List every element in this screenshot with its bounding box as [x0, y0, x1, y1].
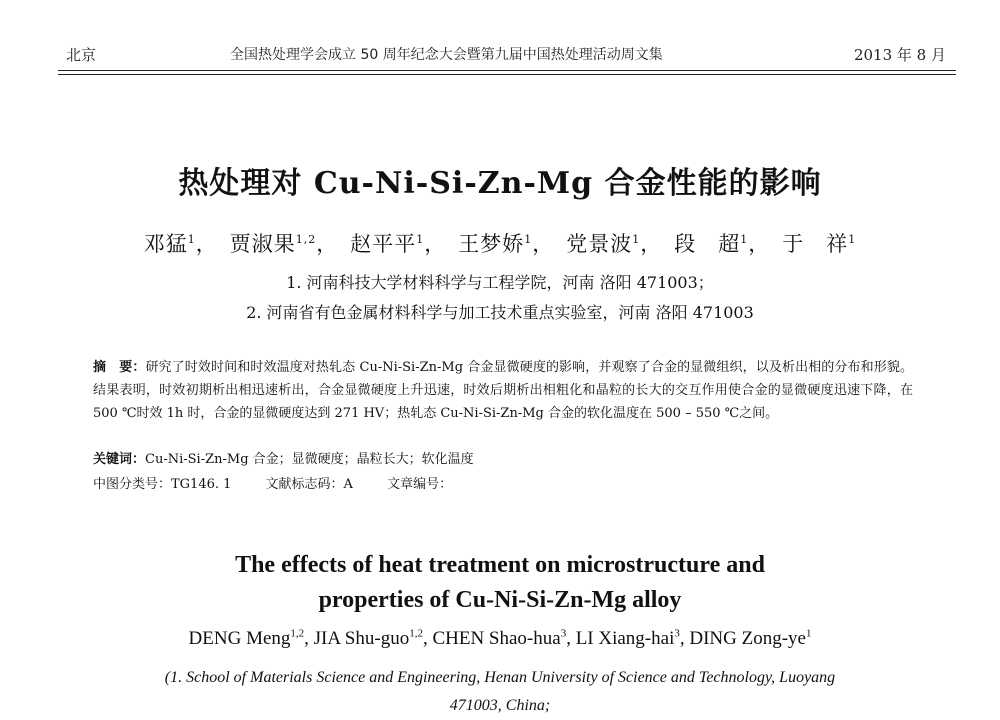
affiliation-cn-1: 1. 河南科技大学材料科学与工程学院，河南 洛阳 471003； [286, 273, 714, 292]
en-author: JIA Shu-guo$^{1,2}$, [313, 628, 433, 650]
article-number: 文章编号： [387, 477, 453, 492]
abstract-label: 摘 要： [93, 360, 146, 375]
cn-author: 贾淑果$^{1,2}$， [229, 232, 339, 256]
keywords-label: 关键词： [93, 452, 146, 467]
en-author-affiliation-mark: 1,2 [409, 628, 423, 640]
en-author-affiliation-mark: 1 [805, 628, 812, 640]
cn-author-affiliation-mark: 1 [416, 233, 425, 246]
paper-title-en-line2: properties of Cu-Ni-Si-Zn-Mg alloy [318, 587, 682, 613]
cn-author-affiliation-mark: 1 [740, 233, 749, 246]
en-author: CHEN Shao-hua$^3$, [432, 628, 576, 650]
cn-author-affiliation-mark: 1 [848, 233, 857, 246]
en-author: LI Xiang-hai$^3$, [575, 628, 690, 650]
clc-number: 中图分类号：TG146. 1 [93, 477, 232, 492]
author-list-cn [0, 228, 1000, 258]
cn-author-name: 贾淑果 [229, 232, 296, 256]
cn-author: 王梦娇$^1$， [458, 232, 555, 256]
abstract-cn [93, 356, 913, 425]
cn-author: 赵平平$^1$， [350, 232, 447, 256]
paper-title-en-line1: The effects of heat treatment on microstructure and [235, 552, 765, 578]
header-proceedings-title: 全国热处理学会成立 50 周年纪念大会暨第九届中国热处理活动周文集 [230, 47, 663, 63]
paper-title-cn: 热处理对 Cu-Ni-Si-Zn-Mg 合金性能的影响 [178, 166, 822, 201]
header-rule-thick [58, 70, 956, 71]
keywords-text: Cu-Ni-Si-Zn-Mg 合金；显微硬度；晶粒长大；软化温度 [145, 452, 474, 467]
en-author-affiliation-mark: 3 [560, 628, 567, 640]
cn-author-name: 党景波 [566, 232, 633, 256]
en-author-name: DING Zong-ye [689, 628, 806, 650]
paper-title-en [0, 548, 1000, 618]
en-author-name: LI Xiang-hai [575, 628, 675, 650]
affiliation-en-1: (1. School of Materials Science and Engineering, Henan University of Science and Technology, Luoyang 471003, China; [164, 669, 836, 714]
en-author-affiliation-mark: 3 [674, 628, 680, 640]
en-author-name: JIA Shu-guo [313, 628, 410, 650]
cn-author-affiliation-mark: 1 [187, 233, 196, 246]
cn-author [782, 232, 856, 256]
cn-author: 党景波$^1$， [566, 232, 663, 256]
cn-author-name: 段 超 [674, 232, 741, 256]
cn-author-affiliation-mark: 1 [524, 233, 533, 246]
affiliation-cn-2: 2. 河南省有色金属材料科学与加工技术重点实验室，河南 洛阳 471003 [246, 303, 754, 322]
cn-author-name: 赵平平 [350, 232, 417, 256]
cn-author-name: 于 祥 [782, 232, 849, 256]
author-list-en [0, 628, 1000, 650]
en-author: DENG Meng$^{1,2}$, [188, 628, 314, 650]
en-author-name: CHEN Shao-hua [432, 628, 561, 650]
abstract-text: 研究了时效时间和时效温度对热轧态 Cu-Ni-Si-Zn-Mg 合金显微硬度的影响，并观察了合金的显微组织，以及析出相的分布和形貌。结果表明，时效初期析出相迅速析出，合金显微硬度上升迅速，时效后期析出相粗化和晶粒的长大的交互作用使合金的显微硬度迅速下降，在 500 ℃时效 1h 时，合金的显微硬度达到 271 HV；热轧态 Cu-Ni-Si-Zn-Mg 合金的软化温度在 500 – 550 ℃之间。 [93, 360, 913, 421]
document-code: 文献标志码：A [265, 477, 353, 492]
en-author [689, 628, 811, 649]
cn-author: 邓猛$^1$， [143, 232, 218, 256]
classification-line [93, 473, 913, 496]
cn-author-name: 邓猛 [143, 232, 188, 256]
header-rule-thin [58, 74, 956, 75]
keywords-cn [93, 448, 913, 471]
en-author-affiliation-mark: 1,2 [290, 628, 305, 640]
cn-author-name: 王梦娇 [458, 232, 525, 256]
cn-author: 段 超$^1$， [674, 232, 771, 256]
header-date: 2013 年 8 月 [853, 46, 946, 64]
cn-author-affiliation-mark: 1 [632, 233, 641, 246]
header-location: 北京 [66, 46, 97, 64]
en-author-name: DENG Meng [188, 628, 291, 650]
cn-author-affiliation-mark: 1,2 [295, 233, 317, 246]
